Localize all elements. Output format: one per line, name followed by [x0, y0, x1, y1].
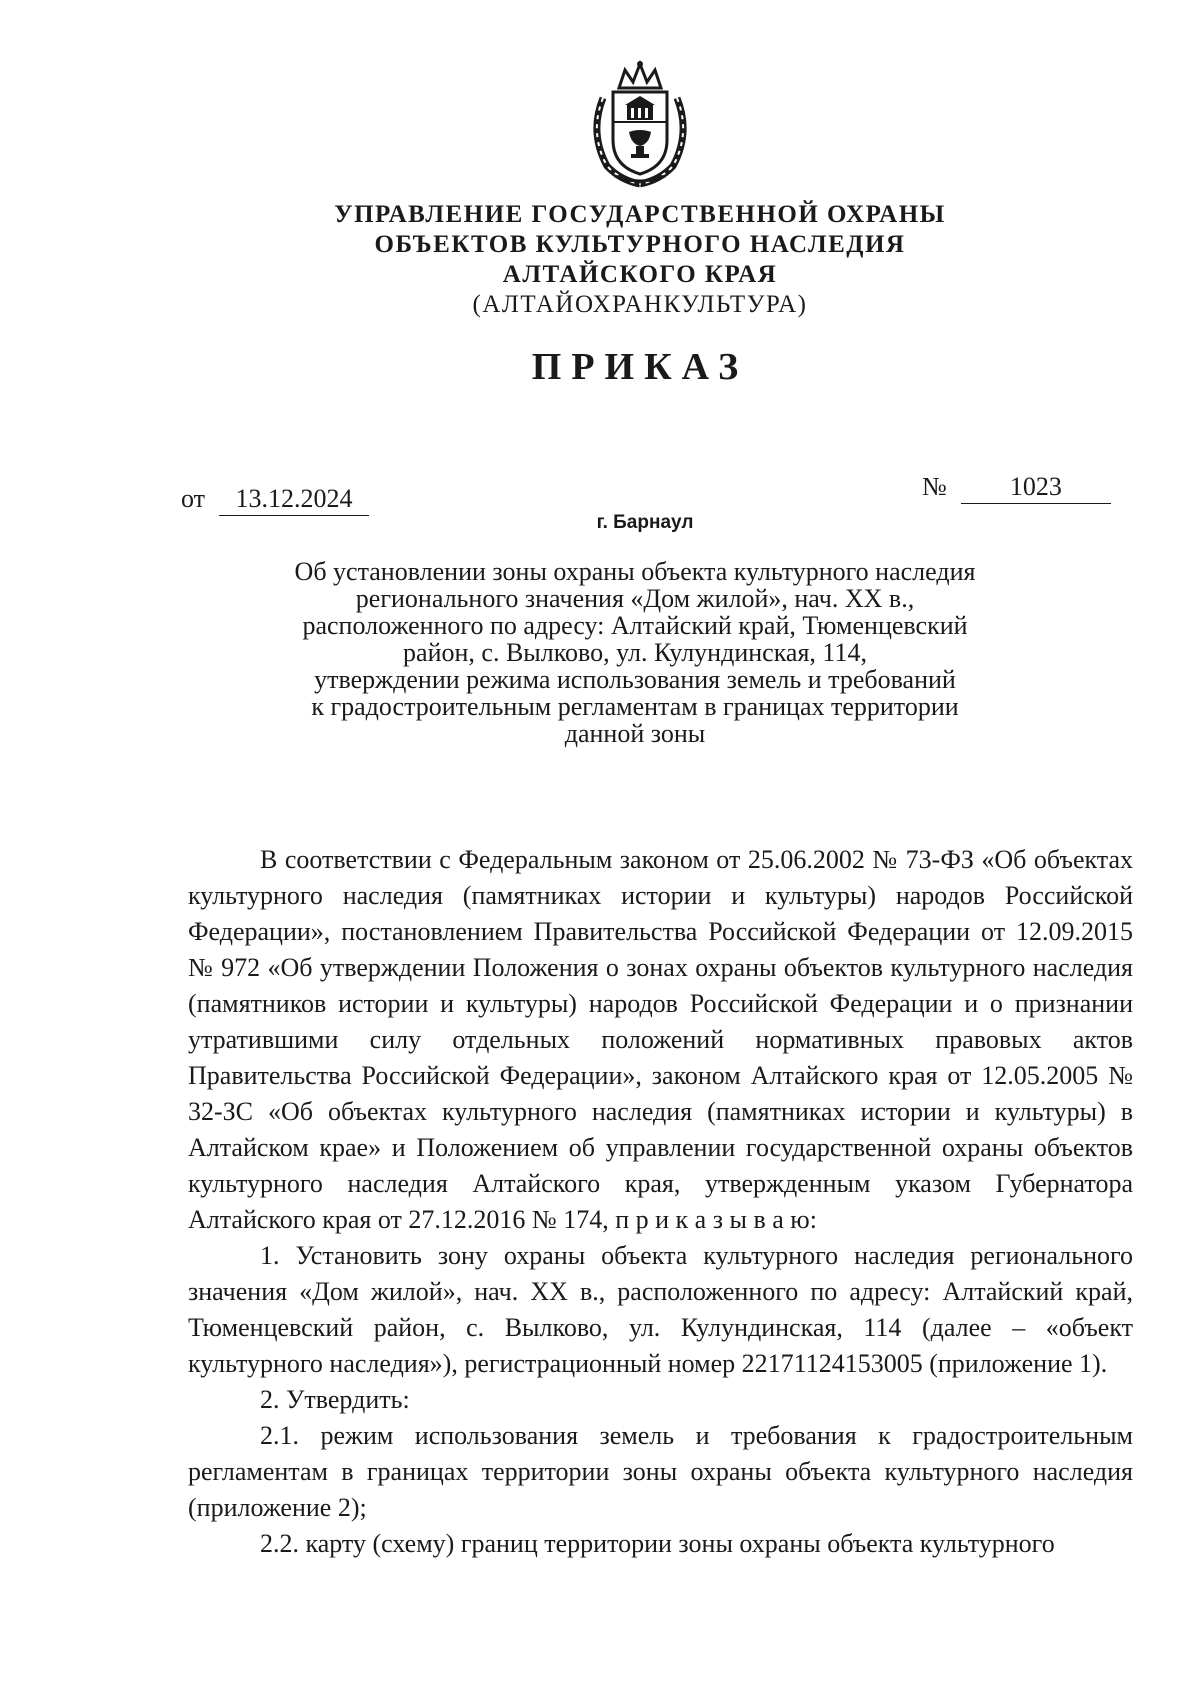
coat-of-arms-emblem: [585, 58, 695, 188]
preamble-text: В соответствии с Федеральным законом от 25.06.2002 № 73-ФЗ «Об объектах культурного наследия (памятниках истории и культуры) народов Российской Федерации», постановлением Правительства Российской Федерации от 12.09.2015 № 972 «Об утверждении Положения о зонах охраны объектов культурного наследия (памятников истории и культуры) народов Российской Федерации и о признании утратившими силу отдельных положений нормативных правовых актов Правительства Российской Федерации», законом Алтайского края от 12.05.2005 № 32-ЗС «Об объектах культурного наследия (памятниках истории и культуры) в Алтайском крае» и Положением об управлении государственной охраны объектов культурного наследия Алтайского края, утвержденным указом Губернатора Алтайского края от 27.12.2016 № 174,: [188, 845, 1133, 1234]
date-field: [181, 484, 369, 516]
item-2-1-paragraph: 2.1. режим использования земель и требования к градостроительным регламентам в границах территории зоны охраны объекта культурного наследия (приложение 2);: [188, 1421, 1133, 1522]
header-line-2: ОБЪЕКТОВ КУЛЬТУРНОГО НАСЛЕДИЯ: [374, 231, 906, 258]
header-line-4: (АЛТАЙОХРАНКУЛЬТУРА): [472, 291, 808, 318]
subject-line: Об установлении зоны охраны объекта культурного наследия: [294, 557, 976, 586]
item-2-2-paragraph: 2.2. карту (схему) границ территории зоны охраны объекта культурного: [260, 1529, 1055, 1558]
subject-line: регионального значения «Дом жилой», нач. XX в.,: [355, 584, 915, 613]
number-label: №: [922, 472, 947, 501]
number-field: [922, 472, 1111, 504]
subject-line: расположенного по адресу: Алтайский край, Тюменцевский: [302, 611, 968, 640]
item-2-paragraph: 2. Утвердить:: [260, 1385, 410, 1414]
subject-line: к градостроительным регламентам в границах территории: [311, 692, 959, 721]
number-value: 1023: [961, 472, 1111, 504]
order-subject: [250, 558, 1020, 747]
issuing-authority-header: [200, 200, 1080, 320]
preamble-paragraph: [188, 842, 1133, 1238]
subject-line: данной зоны: [564, 719, 706, 748]
subject-line: район, с. Вылково, ул. Кулундинская, 114,: [403, 638, 867, 667]
order-body: [188, 842, 1133, 1562]
city-name: г. Барнаул: [596, 512, 694, 533]
date-value: 13.12.2024: [219, 484, 369, 516]
header-line-3: АЛТАЙСКОГО КРАЯ: [502, 261, 778, 288]
subject-line: утверждении режима использования земель и требований: [314, 665, 956, 694]
document-type-title: ПРИКАЗ: [531, 346, 749, 388]
order-word: п р и к а з ы в а ю:: [615, 1205, 817, 1234]
item-1-paragraph: 1. Установить зону охраны объекта культурного наследия регионального значения «Дом жилой», нач. XX в., расположенного по адресу: Алтайский край, Тюменцевский район, с. Вылково, ул. Кулундинская, 114 (далее – «объект культурного наследия»), регистрационный номер 22171124153005 (приложение 1).: [188, 1241, 1133, 1378]
header-line-1: УПРАВЛЕНИЕ ГОСУДАРСТВЕННОЙ ОХРАНЫ: [334, 201, 946, 228]
date-label: от: [181, 484, 206, 513]
